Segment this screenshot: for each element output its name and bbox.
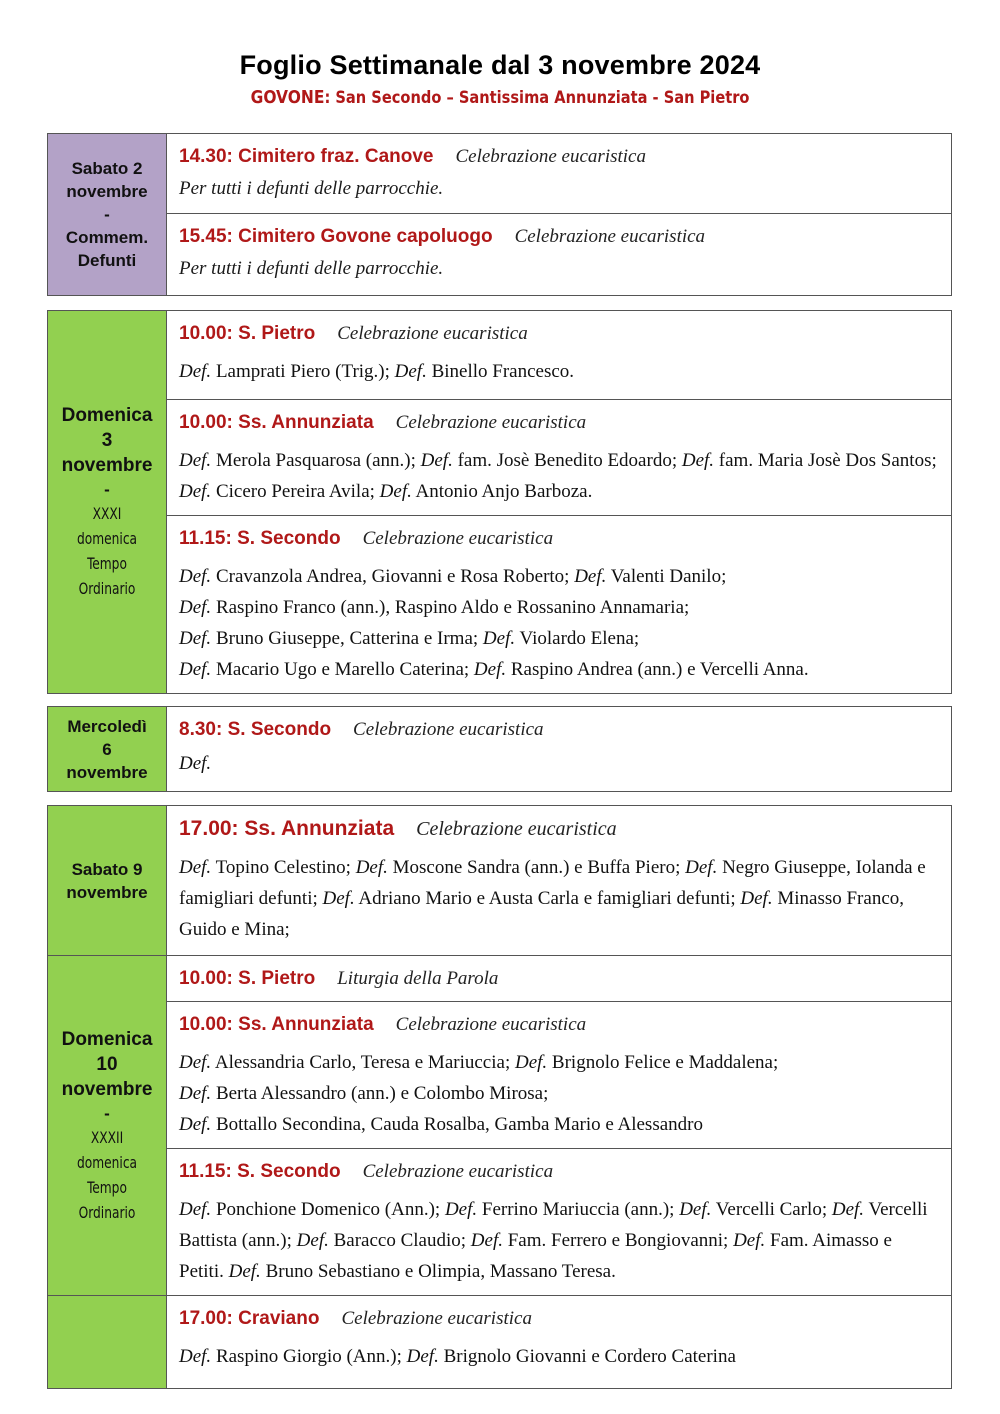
day-line: Ordinario — [78, 1202, 136, 1222]
event-time-place: 14.30: Cimitero fraz. Canove — [179, 146, 434, 167]
day-line: - — [104, 205, 110, 224]
event-rite: Celebrazione eucaristica — [416, 818, 617, 840]
event-time-place: 15.45: Cimitero Govone capoluogo — [179, 226, 493, 247]
intention-line: Def. Bottallo Secondina, Cauda Rosalba, Gamba Mario e Alessandro — [179, 1114, 703, 1135]
day-cell — [48, 311, 167, 694]
day-line: Domenica — [61, 405, 153, 426]
schedule-block-1 — [47, 133, 952, 296]
day-line: Defunti — [77, 251, 137, 270]
event-rite: Celebrazione eucaristica — [362, 528, 554, 549]
day-line: 6 — [102, 739, 112, 759]
event-cell — [167, 956, 952, 1002]
event-rite: Celebrazione eucaristica — [362, 1161, 554, 1182]
day-line: novembre — [61, 1078, 153, 1100]
day-cell-empty — [48, 1296, 167, 1389]
event-cell — [167, 806, 952, 956]
event-intentions — [179, 561, 939, 685]
day-line: Sabato 9 — [71, 859, 143, 879]
event-cell — [167, 707, 952, 792]
schedule-block-2 — [47, 310, 952, 694]
schedule-block-3 — [47, 706, 952, 792]
day-line: Tempo — [87, 554, 127, 573]
day-line: Commem. — [65, 228, 149, 247]
day-line: Sabato 2 — [71, 159, 143, 178]
event-rite: Celebrazione eucaristica — [455, 146, 646, 167]
event-note: Per tutti i defunti delle parrocchie. — [179, 258, 444, 279]
day-line: - — [104, 1103, 110, 1123]
event-intentions — [179, 1047, 939, 1140]
day-cell — [48, 806, 167, 956]
day-line: domenica — [76, 529, 138, 548]
event-rite: Celebrazione eucaristica — [395, 1014, 587, 1035]
header — [0, 50, 1000, 108]
day-line: domenica — [76, 1152, 138, 1172]
event-cell — [167, 134, 952, 214]
intention-line: Def. Macario Ugo e Marello Caterina; Def. Raspino Andrea (ann.) e Vercelli Anna. — [179, 659, 809, 680]
event-rite: Celebrazione eucaristica — [353, 719, 544, 740]
intention-line: Def. Alessandria Carlo, Teresa e Mariuccia; Def. Brignolo Felice e Maddalena; — [179, 1052, 779, 1073]
event-intentions: Def. Lamprati Piero (Trig.); Def. Binello Francesco. — [179, 361, 575, 382]
event-intentions: Def. Merola Pasquarosa (ann.); Def. fam. Josè Benedito Edoardo; Def. fam. Maria Josè Dos Santos; Def. Cicero Pereira Avila; Def. Antonio Anjo Barboza. — [179, 450, 937, 502]
event-cell — [167, 400, 952, 516]
event-intentions: Def. — [179, 753, 212, 774]
event-time-place: 17.00: Ss. Annunziata — [179, 817, 395, 840]
day-line: 10 — [96, 1053, 118, 1075]
day-line: novembre — [66, 882, 148, 902]
event-rite: Celebrazione eucaristica — [337, 323, 528, 344]
intention-line: Def. Raspino Franco (ann.), Raspino Aldo e Rossanino Annamaria; — [179, 597, 690, 618]
intention-line: Def. Bruno Giuseppe, Catterina e Irma; Def. Violardo Elena; — [179, 628, 640, 649]
event-time-place: 10.00: S. Pietro — [179, 323, 316, 344]
event-time-place: 8.30: S. Secondo — [179, 719, 332, 740]
day-line: Mercoledì — [67, 716, 147, 736]
day-cell — [48, 956, 167, 1296]
intention-line: Def. Berta Alessandro (ann.) e Colombo Mirosa; — [179, 1083, 549, 1104]
day-line: 3 — [101, 430, 113, 451]
event-intentions: Def. Topino Celestino; Def. Moscone Sandra (ann.) e Buffa Piero; Def. Negro Giuseppe, Iolanda e famigliari defunti; Def. Adriano Mario e Austa Carla e famigliari defunti; Def. Minasso Franco, Guido e Mina; — [179, 857, 926, 940]
event-cell — [167, 214, 952, 296]
day-line: Ordinario — [78, 579, 136, 598]
intention-line: Def. Cravanzola Andrea, Giovanni e Rosa Roberto; Def. Valenti Danilo; — [179, 566, 727, 587]
event-intentions: Def. Raspino Giorgio (Ann.); Def. Brignolo Giovanni e Cordero Caterina — [179, 1346, 736, 1367]
parish-list: : San Secondo – Santissima Annunziata - San Pietro — [324, 88, 750, 108]
event-time-place: 11.15: S. Secondo — [179, 1161, 341, 1182]
day-line: Tempo — [87, 1177, 127, 1197]
page-title: Foglio Settimanale dal 3 novembre 2024 — [239, 50, 761, 80]
event-cell — [167, 311, 952, 400]
day-line: novembre — [66, 762, 148, 782]
event-cell — [167, 1002, 952, 1149]
day-line: XXXI — [92, 504, 122, 523]
day-line: novembre — [61, 455, 153, 476]
event-rite: Celebrazione eucaristica — [395, 412, 587, 433]
event-time-place: 10.00: Ss. Annunziata — [179, 1014, 374, 1035]
event-time-place: 11.15: S. Secondo — [179, 528, 341, 549]
event-cell — [167, 516, 952, 694]
day-line: Domenica — [61, 1028, 153, 1050]
event-note: Per tutti i defunti delle parrocchie. — [179, 178, 444, 199]
day-line: novembre — [66, 182, 148, 201]
event-cell — [167, 1296, 952, 1389]
event-rite: Celebrazione eucaristica — [341, 1308, 532, 1329]
event-cell — [167, 1149, 952, 1296]
event-rite: Liturgia della Parola — [337, 968, 499, 989]
day-cell — [48, 134, 167, 296]
parish-label: GOVONE — [250, 87, 325, 108]
schedule-block-4 — [47, 805, 952, 1389]
day-line: - — [104, 480, 110, 499]
event-time-place: 10.00: S. Pietro — [179, 968, 316, 989]
event-intentions: Def. Ponchione Domenico (Ann.); Def. Ferrino Mariuccia (ann.); Def. Vercelli Carlo; Def. Vercelli Battista (ann.); Def. Baracco Claudio; Def. Fam. Ferrero e Bongiovanni; Def. Fam. Aimasso e Petiti. Def. Bruno Sebastiano e Olimpia, Massano Teresa. — [179, 1199, 928, 1282]
event-time-place: 17.00: Craviano — [179, 1308, 320, 1329]
event-rite: Celebrazione eucaristica — [514, 226, 706, 247]
day-line: XXXII — [90, 1127, 124, 1147]
day-cell — [48, 707, 167, 792]
parish-subtitle — [251, 87, 750, 108]
event-time-place: 10.00: Ss. Annunziata — [179, 412, 374, 433]
